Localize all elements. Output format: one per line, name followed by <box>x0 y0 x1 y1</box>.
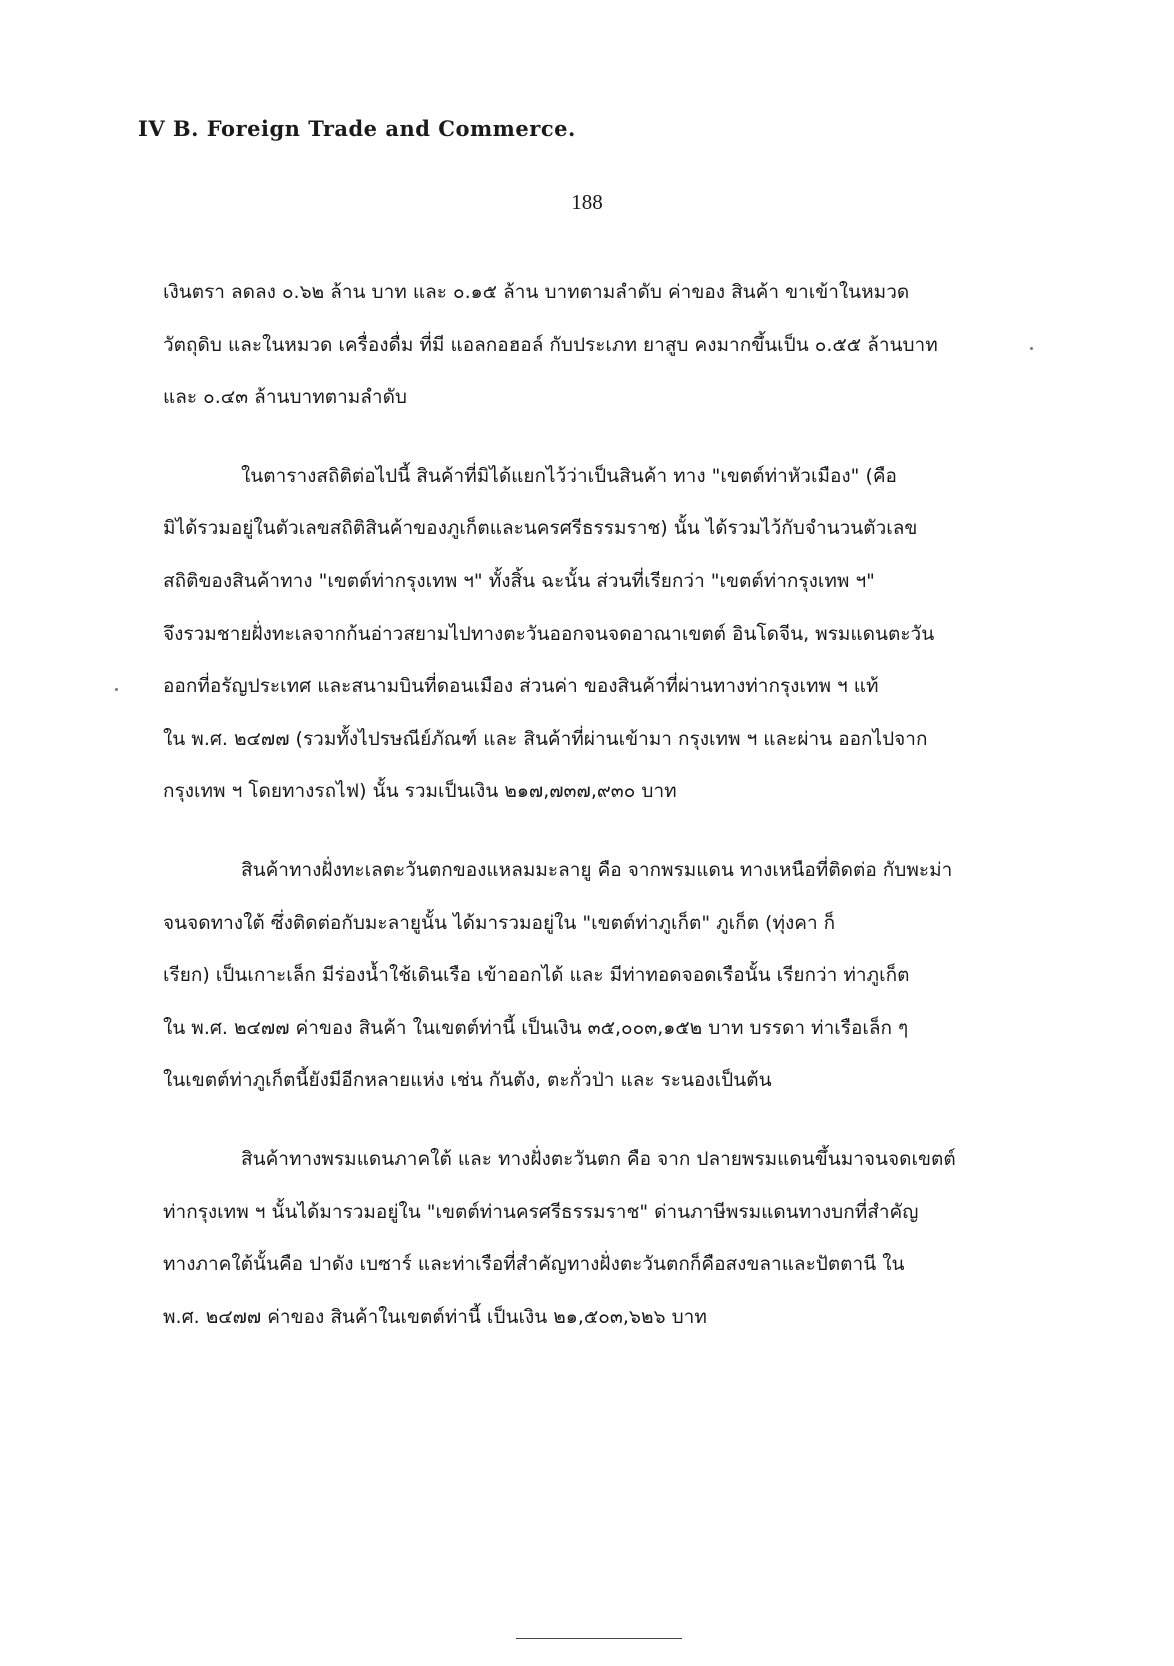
body-text <box>163 266 1015 1343</box>
text-line: และ ๐.๔๓ ล้านบาทตามลำดับ <box>163 386 407 409</box>
text-line: ทางภาคใต้นั้นคือ ปาดัง เบซาร์ และท่าเรือที่สำคัญทางฝั่งตะวันตกก็คือสงขลาและปัตตานี ใน <box>163 1253 905 1276</box>
paragraph <box>163 266 1015 424</box>
text-line: เงินตรา ลดลง ๐.๖๒ ล้าน บาท และ ๐.๑๕ ล้าน บาทตามลำดับ ค่าของ สินค้า ขาเข้าในหมวด <box>163 281 910 303</box>
paragraph <box>163 1133 1015 1343</box>
text-line: สินค้าทางพรมแดนภาคใต้ และ ทางฝั่งตะวันตก คือ จาก ปลายพรมแดนขึ้นมาจนจดเขตต์ <box>241 1147 956 1170</box>
text-line: จนจดทางใต้ ซึ่งติดต่อกับมะลายูนั้น ได้มารวมอยู่ใน "เขตต์ท่าภูเก็ต" ภูเก็ต (ทุ่งคา ก็ <box>163 911 836 934</box>
scan-speck <box>1030 347 1033 350</box>
paragraph <box>163 450 1015 818</box>
text-line: พ.ศ. ๒๔๗๗ ค่าของ สินค้าในเขตต์ท่านี้ เป็นเงิน ๒๑,๕๐๓,๖๒๖ บาท <box>163 1305 707 1328</box>
section-heading: IV B. Foreign Trade and Commerce. <box>138 116 576 141</box>
text-line: มิได้รวมอยู่ในตัวเลขสถิติสินค้าของภูเก็ตและนครศรีธรรมราช) นั้น ได้รวมไว้กับจำนวนตัวเลข <box>163 517 918 540</box>
text-line: เรียก) เป็นเกาะเล็ก มีร่องน้ำใช้เดินเรือ เข้าออกได้ และ มีท่าทอดจอดเรือนั้น เรียกว่า ท่าภูเก็ต <box>163 964 910 987</box>
text-line: จึงรวมชายฝั่งทะเลจากก้นอ่าวสยามไปทางตะวันออกจนจดอาณาเขตต์ อินโดจีน, พรมแดนตะวัน <box>163 622 935 645</box>
text-line: วัตถุดิบ และในหมวด เครื่องดื่ม ที่มี แอลกอฮอล์ กับประเภท ยาสูบ คงมากขึ้นเป็น ๐.๕๕ ล้านบาท <box>163 333 938 356</box>
text-line: ท่ากรุงเทพ ฯ นั้นได้มารวมอยู่ใน "เขตต์ท่านครศรีธรรมราช" ด่านภาษีพรมแดนทางบกที่สำคัญ <box>163 1200 919 1223</box>
end-rule <box>516 1638 682 1639</box>
text-line: ใน พ.ศ. ๒๔๗๗ ค่าของ สินค้า ในเขตต์ท่านี้ เป็นเงิน ๓๕,๐๐๓,๑๕๒ บาท บรรดา ท่าเรือเล็ก ๆ <box>163 1016 909 1039</box>
paragraph <box>163 844 1015 1107</box>
text-line: สินค้าทางฝั่งทะเลตะวันตกของแหลมมะลายู คือ จากพรมแดน ทางเหนือที่ติดต่อ กับพะม่า <box>241 858 953 881</box>
text-line: ใน พ.ศ. ๒๔๗๗ (รวมทั้งไปรษณีย์ภัณฑ์ และ สินค้าที่ผ่านเข้ามา กรุงเทพ ฯ และผ่าน ออกไปจาก <box>163 727 928 750</box>
text-line: ในตารางสถิติต่อไปนี้ สินค้าที่มิได้แยกไว้ว่าเป็นสินค้า ทาง "เขตต์ท่าหัวเมือง" (คือ <box>241 464 897 487</box>
page-number: 188 <box>571 190 603 214</box>
text-line: กรุงเทพ ฯ โดยทางรถไฟ) นั้น รวมเป็นเงิน ๒๑๗,๗๓๗,๙๓๐ บาท <box>163 780 677 803</box>
text-line: ออกที่อรัญประเทศ และสนามบินที่ดอนเมือง ส่วนค่า ของสินค้าที่ผ่านทางท่ากรุงเทพ ฯ แท้ <box>163 675 879 698</box>
text-line: สถิติของสินค้าทาง "เขตต์ท่ากรุงเทพ ฯ" ทั้งสิ้น ฉะนั้น ส่วนที่เรียกว่า "เขตต์ท่ากรุงเทพ ฯ" <box>163 569 875 592</box>
scan-speck <box>115 688 118 691</box>
text-line: ในเขตต์ท่าภูเก็ตนี้ยังมีอีกหลายแห่ง เช่น กันตัง, ตะกั่วป่า และ ระนองเป็นต้น <box>163 1069 772 1092</box>
